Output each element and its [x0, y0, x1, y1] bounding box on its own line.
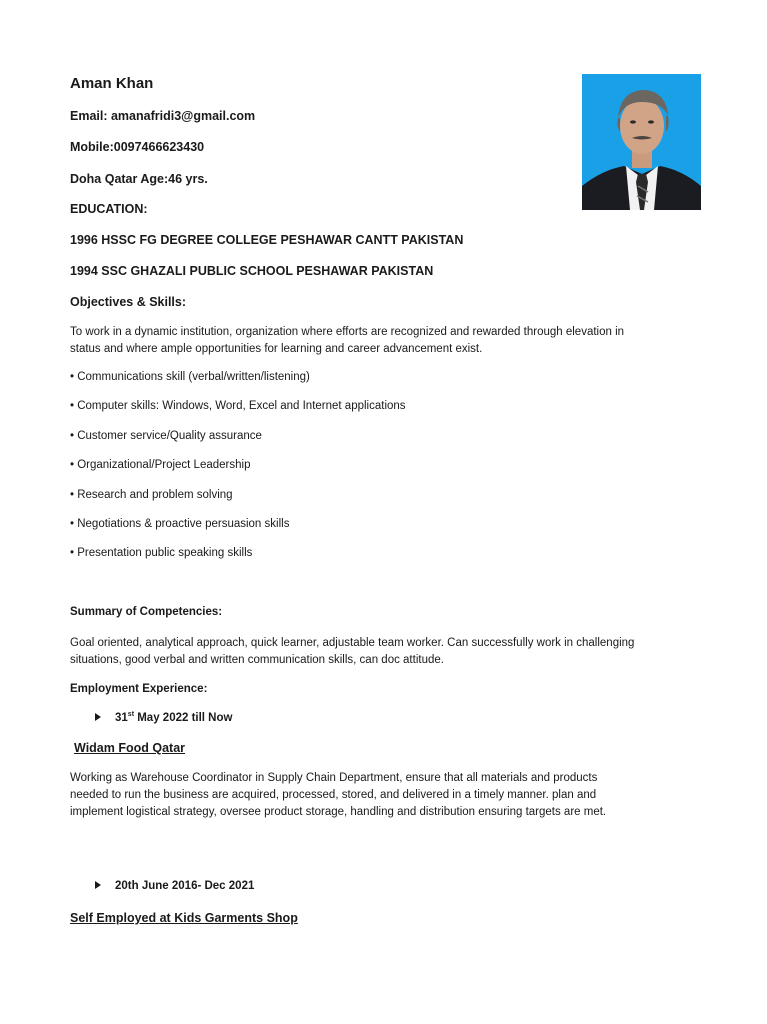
mobile-line: Mobile:0097466623430	[70, 140, 205, 154]
company-name: Widam Food Qatar	[74, 741, 186, 755]
skill-item: • Computer skills: Windows, Word, Excel and Internet applications	[70, 400, 406, 412]
company-name: Self Employed at Kids Garments Shop	[70, 911, 298, 925]
location-age-line: Doha Qatar Age:46 yrs.	[70, 172, 208, 186]
skill-item: • Negotiations & proactive persuasion skills	[70, 518, 290, 530]
education-heading: EDUCATION:	[70, 202, 148, 216]
job-date-rest: May 2022 till Now	[134, 711, 233, 724]
objectives-heading: Objectives & Skills:	[70, 295, 187, 309]
job-date-day: 31	[115, 711, 128, 724]
portrait-image	[582, 74, 701, 210]
email-line: Email: amanafridi3@gmail.com	[70, 109, 256, 123]
job-date	[95, 711, 232, 724]
job-date-text: 20th June 2016- Dec 2021	[115, 880, 255, 892]
profile-photo	[582, 74, 701, 210]
skill-item: • Organizational/Project Leadership	[70, 459, 251, 471]
job-date-suffix: st	[127, 711, 135, 718]
competencies-text: Goal oriented, analytical approach, quick learner, adjustable team worker. Can successfully work in challenging situations, good verbal and written communication skills, can doc attitude.	[70, 637, 635, 666]
job-date	[95, 880, 254, 892]
objectives-text: To work in a dynamic institution, organization where efforts are recognized and rewarded through elevation in status and where ample opportunities for learning and career advancement exist.	[70, 326, 625, 355]
skill-item: • Communications skill (verbal/written/listening)	[70, 371, 310, 383]
education-item: 1996 HSSC FG DEGREE COLLEGE PESHAWAR CANTT PAKISTAN	[70, 233, 464, 247]
skill-item: • Customer service/Quality assurance	[70, 430, 262, 442]
competencies-heading: Summary of Competencies:	[70, 606, 223, 618]
arrow-bullet-icon	[95, 713, 101, 721]
arrow-bullet-icon	[95, 881, 101, 889]
applicant-name: Aman Khan	[70, 75, 154, 92]
skill-item: • Research and problem solving	[70, 489, 233, 501]
education-item: 1994 SSC GHAZALI PUBLIC SCHOOL PESHAWAR PAKISTAN	[70, 264, 434, 278]
skill-item: • Presentation public speaking skills	[70, 547, 253, 559]
job-description: Working as Warehouse Coordinator in Supply Chain Department, ensure that all materials and products needed to run the business are acquired, processed, stored, and delivered in a timely manner. plan and implement logistical strategy, oversee product storage, handling and distribution ensuring targets are met.	[70, 772, 607, 818]
employment-heading: Employment Experience:	[70, 683, 208, 695]
